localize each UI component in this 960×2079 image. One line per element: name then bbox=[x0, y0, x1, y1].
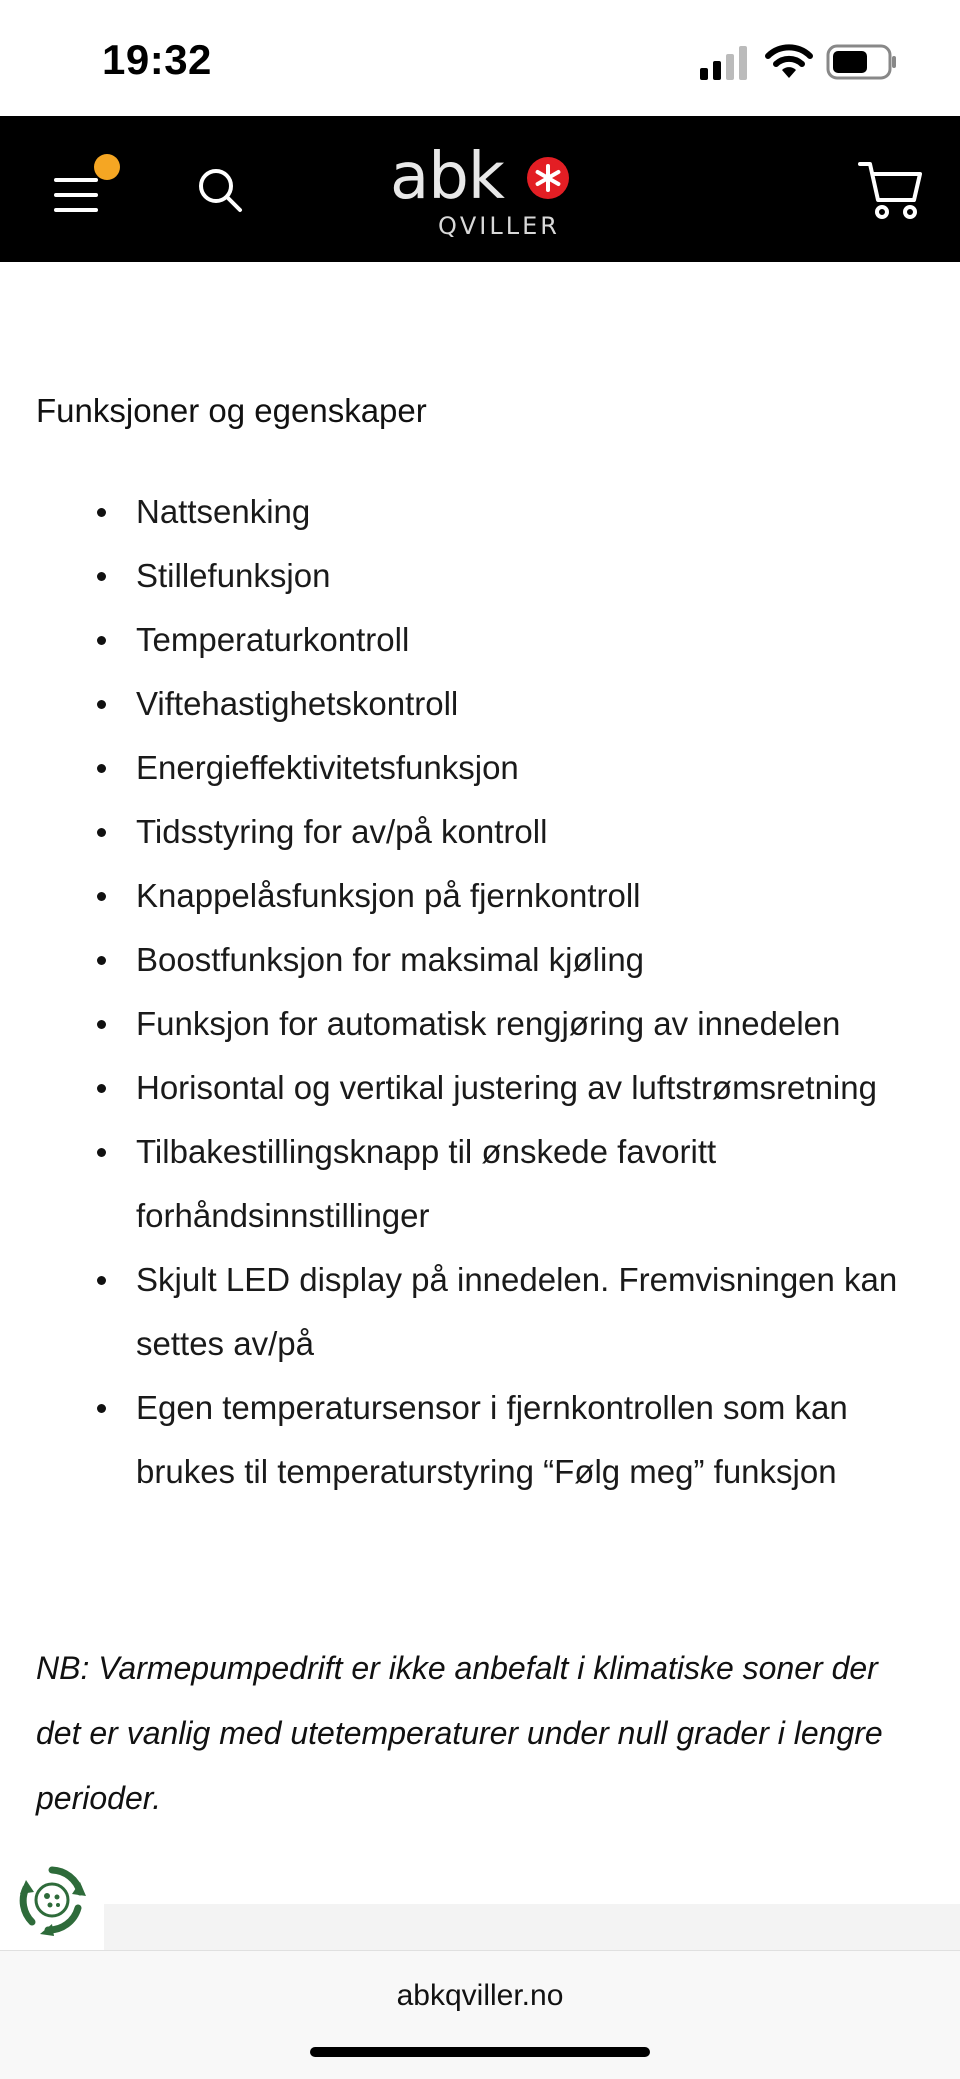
cart-icon bbox=[856, 156, 926, 222]
recycle-badge[interactable] bbox=[14, 1862, 90, 1938]
recycle-icon bbox=[14, 1862, 90, 1938]
logo-subtitle: QVILLER bbox=[438, 212, 560, 240]
status-bar bbox=[0, 0, 960, 116]
menu-icon bbox=[54, 178, 98, 214]
note-paragraph: NB: Varmepumpedrift er ikke anbefalt i klimatiske soner der det er vanlig med utetemperaturer under null grader i lengre perioder. bbox=[36, 1650, 883, 1816]
feature-list bbox=[36, 480, 924, 1504]
search-button[interactable] bbox=[190, 160, 254, 224]
site-header bbox=[0, 116, 960, 262]
section-heading: Funksjoner og egenskaper bbox=[36, 392, 427, 429]
feature-item: Stillefunksjon bbox=[36, 544, 924, 608]
feature-item: Temperaturkontroll bbox=[36, 608, 924, 672]
status-time: 19:32 bbox=[102, 36, 212, 83]
feature-item: Energieffektivitetsfunksjon bbox=[36, 736, 924, 800]
content-divider bbox=[104, 1904, 960, 1950]
feature-item: Skjult LED display på innedelen. Fremvisningen kan settes av/på bbox=[36, 1248, 924, 1376]
menu-button[interactable] bbox=[42, 154, 126, 234]
wifi-icon bbox=[764, 42, 814, 80]
search-icon bbox=[190, 160, 254, 224]
feature-item: Egen temperatursensor i fjernkontrollen som kan brukes til temperaturstyring “Følg meg” funksjon bbox=[36, 1376, 924, 1504]
home-indicator[interactable] bbox=[310, 2047, 650, 2057]
feature-item: Viftehastighetskontroll bbox=[36, 672, 924, 736]
feature-item: Tilbakestillingsknapp til ønskede favoritt forhåndsinnstillinger bbox=[36, 1120, 924, 1248]
browser-bottom-bar bbox=[0, 1950, 960, 2079]
feature-item: Funksjon for automatisk rengjøring av innedelen bbox=[36, 992, 924, 1056]
url-bar[interactable]: abkqviller.no bbox=[396, 1979, 564, 2012]
cart-button[interactable] bbox=[856, 156, 926, 222]
battery-icon bbox=[826, 44, 898, 80]
feature-item: Nattsenking bbox=[36, 480, 924, 544]
notification-dot bbox=[94, 154, 120, 180]
logo-star-icon bbox=[526, 156, 570, 200]
logo-text: abk bbox=[390, 140, 504, 214]
signal-icon bbox=[700, 46, 752, 80]
feature-item: Horisontal og vertikal justering av luftstrømsretning bbox=[36, 1056, 924, 1120]
feature-item: Boostfunksjon for maksimal kjøling bbox=[36, 928, 924, 992]
logo[interactable] bbox=[380, 142, 580, 242]
feature-item: Tidsstyring for av/på kontroll bbox=[36, 800, 924, 864]
feature-item: Knappelåsfunksjon på fjernkontroll bbox=[36, 864, 924, 928]
